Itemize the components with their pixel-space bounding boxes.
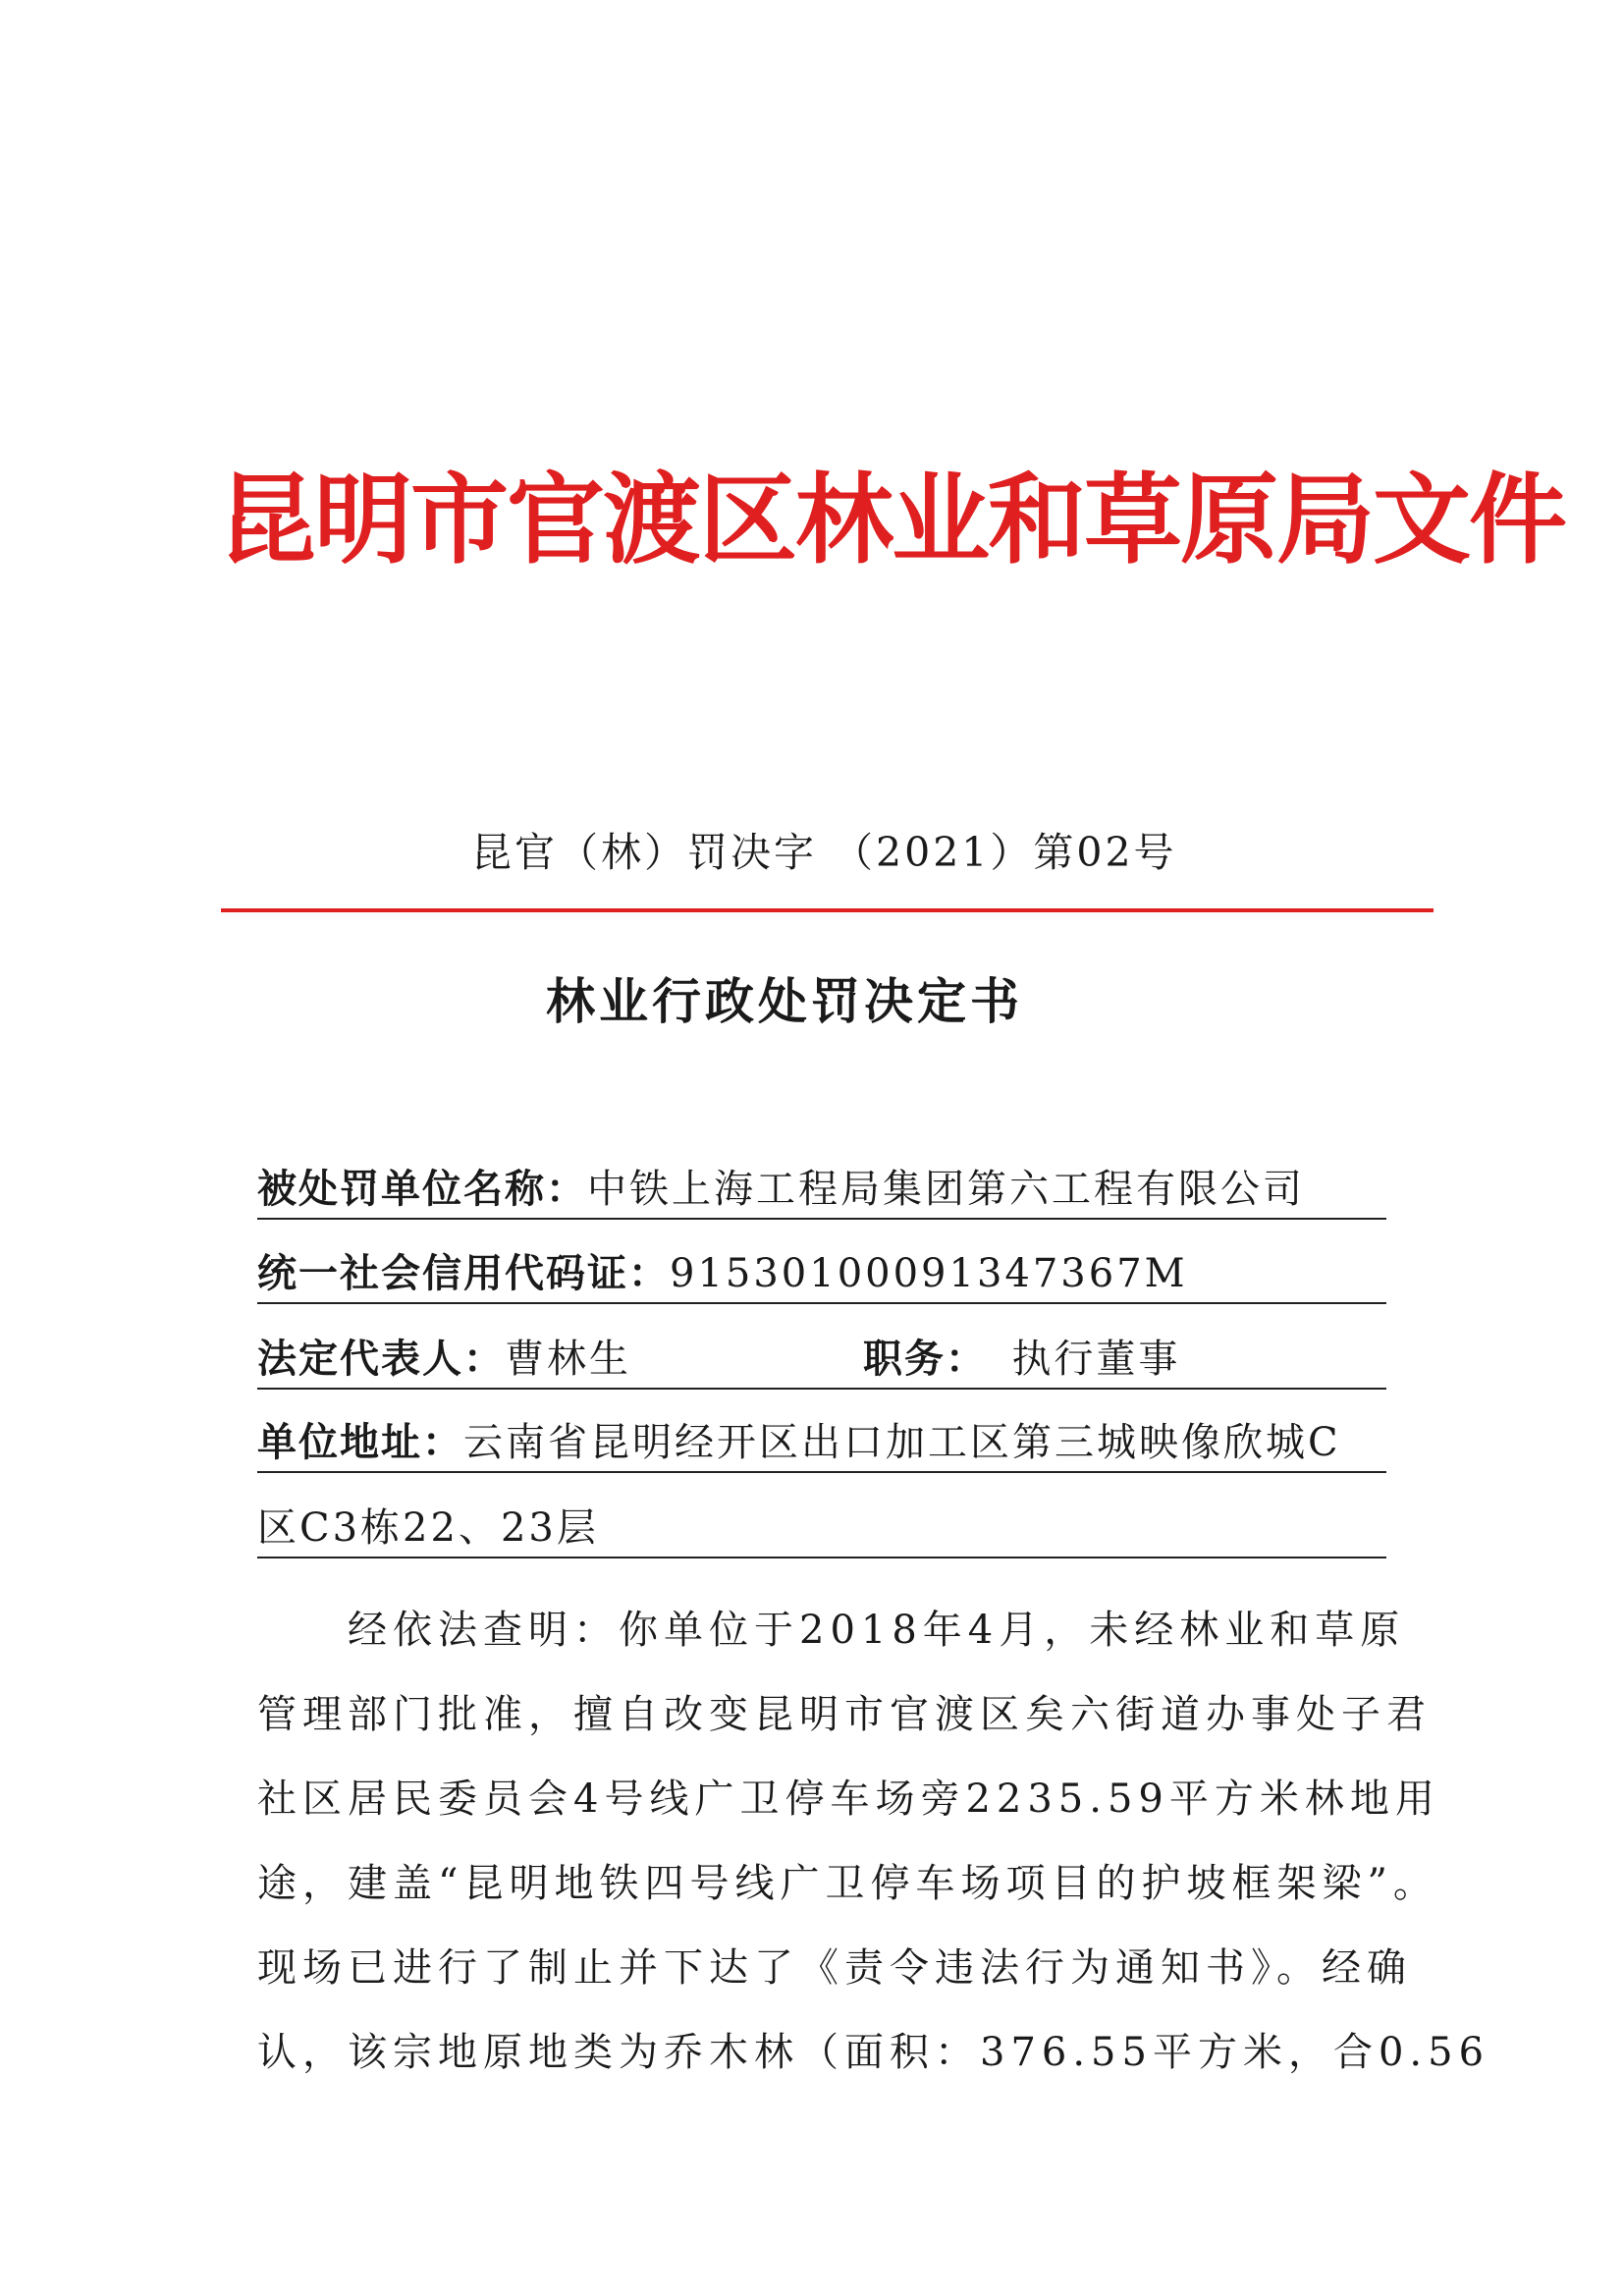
legal-representative-row [257, 1331, 1386, 1390]
body-line-3: 社区居民委员会4号线广卫停车场旁2235.59平方米林地用 [257, 1777, 1440, 1822]
body-line-2: 管理部门批准，擅自改变昆明市官渡区矣六街道办事处子君 [257, 1692, 1432, 1737]
penalized-unit-row [257, 1161, 1386, 1220]
agency-header-title: 昆明市官渡区林业和草原局文件 [218, 463, 1565, 577]
position-group [863, 1331, 1180, 1388]
address-value-line2: 区C3栋22、23层 [257, 1505, 599, 1551]
body-line-5: 现场已进行了制止并下达了《责令违法行为通知书》。经确 [257, 1945, 1412, 1991]
address-label: 单位地址： [257, 1420, 463, 1465]
credit-code-row [257, 1245, 1386, 1304]
body-line-6: 认，该宗地原地类为乔木林（面积：376.55平方米，合0.56 [257, 2030, 1490, 2075]
document-title: 林业行政处罚决定书 [546, 973, 1023, 1030]
penalized-unit-label: 被处罚单位名称： [257, 1167, 587, 1212]
body-line-4: 途，建盖“昆明地铁四号线广卫停车场项目的护坡框架梁”。 [257, 1861, 1438, 1906]
legal-rep-value: 曹林生 [505, 1337, 631, 1382]
legal-rep-label: 法定代表人： [257, 1337, 505, 1382]
red-divider-rule [221, 908, 1434, 912]
body-line-1: 经依法查明：你单位于2018年4月，未经林业和草原 [257, 1608, 1406, 1653]
address-row [257, 1414, 1386, 1473]
document-number: 昆官（林）罚决字 （2021）第02号 [471, 829, 1177, 876]
position-value: 执行董事 [1011, 1337, 1181, 1382]
credit-code-label: 统一社会信用代码证： [257, 1251, 670, 1296]
position-label: 职务： [863, 1337, 987, 1382]
credit-code-value: 91530100091347367M [670, 1251, 1188, 1296]
address-value-line1: 云南省昆明经开区出口加工区第三城映像欣城C [463, 1420, 1341, 1465]
address-row-continued [257, 1500, 1386, 1558]
penalized-unit-value: 中铁上海工程局集团第六工程有限公司 [587, 1167, 1305, 1212]
